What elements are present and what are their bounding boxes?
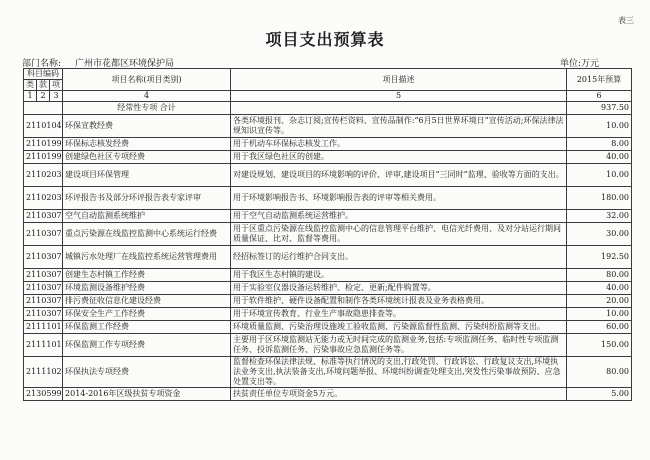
row-code: 2110307 [24, 282, 63, 295]
header-row-1 [24, 69, 632, 80]
row-description: 各类环境报刊、杂志订阅;宣传栏资料、宣传品制作:“6月5日世界环境日”宣传活动;环保法律法规知识宣传等。 [231, 115, 567, 138]
table-row [24, 138, 632, 151]
row-description: 用于我区生态村镇的建设。 [231, 269, 567, 282]
header-num-6: 6 [567, 91, 632, 102]
department-label: 部门名称: [22, 59, 62, 69]
row-amount: 10.00 [567, 164, 632, 187]
total-row [24, 102, 632, 115]
row-amount: 192.50 [567, 246, 632, 269]
total-code-cell [24, 102, 63, 115]
header-num-3: 3 [50, 91, 63, 102]
row-amount: 10.00 [567, 115, 632, 138]
budget-table [23, 68, 632, 401]
row-description: 用于区重点污染源在线监控监测中心的信息管理平台维护、电信光纤费用、及对分站运行期间质量保证、比对、监督等费用。 [231, 223, 567, 246]
row-code: 2111101 [24, 321, 63, 334]
row-description: 环境质量监测、污染治理设施竣工验收监测、污染源监督性监测、污染纠纷监测等支出。 [231, 321, 567, 334]
table-number-label: 表三 [618, 16, 634, 25]
header-num-1: 1 [24, 91, 37, 102]
table-row [24, 246, 632, 269]
department-value: 广州市花都区环境保护局 [75, 59, 175, 69]
row-description: 用于软件维护、硬件设备配置和制作各类环境统计报表及业务表格费用。 [231, 295, 567, 308]
total-amount: 937.50 [567, 102, 632, 115]
table-row [24, 151, 632, 164]
row-amount: 5.00 [567, 388, 632, 401]
row-description: 用于环境宣传教育、行业生产事故隐患排查等。 [231, 308, 567, 321]
page-title: 项目支出预算表 [265, 30, 385, 49]
row-amount: 8.00 [567, 138, 632, 151]
row-project-name: 排污费征收信息化建设经费 [63, 295, 231, 308]
header-num-2: 2 [37, 91, 50, 102]
row-amount: 40.00 [567, 151, 632, 164]
table-row [24, 115, 632, 138]
row-code: 2110307 [24, 295, 63, 308]
row-code: 2110199 [24, 151, 63, 164]
row-description: 用于环境影响报告书、环境影响报告表的评审等相关费用。 [231, 187, 567, 210]
row-amount: 180.00 [567, 187, 632, 210]
row-amount: 40.00 [567, 282, 632, 295]
row-description: 经招标签订的运行维护合同支出。 [231, 246, 567, 269]
row-code: 2111102 [24, 357, 63, 388]
row-description: 用于机动车环保标志核发工作。 [231, 138, 567, 151]
row-code: 2110307 [24, 269, 63, 282]
header-code-group: 科目编码 [24, 69, 63, 80]
row-project-name: 环境监测设备维护经费 [63, 282, 231, 295]
table-row [24, 295, 632, 308]
row-code: 2110203 [24, 187, 63, 210]
row-project-name: 创建生态村镇工作经费 [63, 269, 231, 282]
row-description: 对建设规划、建设项目的环境影响的评价、评审,建设项目“三同时”监理、验收等方面的支出。 [231, 164, 567, 187]
row-code: 2110104 [24, 115, 63, 138]
row-description: 监督检查环保法律法规、标准等执行情况的支出,行政处罚、行政诉讼、行政复议支出,环境执法业务支出,执法装备支出,环境问题举报、环境纠纷调查处理支出,突发性污染事故预防、应急处置支出等。 [231, 357, 567, 388]
header-num-4: 4 [63, 91, 231, 102]
row-amount: 32.00 [567, 210, 632, 223]
header-num-5: 5 [231, 91, 567, 102]
header-budget: 2015年预算 [567, 69, 632, 91]
row-description: 用于空气自动监测系统运营维护。 [231, 210, 567, 223]
row-project-name: 环保安全生产工作经费 [63, 308, 231, 321]
row-code: 2130599 [24, 388, 63, 401]
header-xiang: 项 [50, 80, 63, 91]
table-row [24, 164, 632, 187]
row-code: 2110307 [24, 210, 63, 223]
row-code: 2110307 [24, 223, 63, 246]
unit-label: 单位:万元 [560, 59, 600, 69]
header-lei: 类 [24, 80, 37, 91]
header-description: 项目描述 [231, 69, 567, 91]
row-amount: 60.00 [567, 321, 632, 334]
table-row [24, 308, 632, 321]
row-amount: 150.00 [567, 334, 632, 357]
header-project-name: 项目名称(项目类别) [63, 69, 231, 91]
row-amount: 80.00 [567, 269, 632, 282]
row-amount: 80.00 [567, 357, 632, 388]
total-label: 经常性专项 合计 [63, 102, 231, 115]
header-number-row [24, 91, 632, 102]
row-project-name: 建设项目环保管理 [63, 164, 231, 187]
row-description: 主要用于区环境监测站无能力或无时间完成的监测业务,包括:专项监测任务、临时性专项监测任务、投诉监测任务、污染事故应急监测任务等。 [231, 334, 567, 357]
row-project-name: 环保标志核发经费 [63, 138, 231, 151]
row-description: 扶贫责任单位专项资金5万元。 [231, 388, 567, 401]
row-code: 2110199 [24, 138, 63, 151]
row-code: 2110307 [24, 246, 63, 269]
row-project-name: 2014-2016年区级扶贫专项资金 [63, 388, 231, 401]
row-amount: 30.00 [567, 223, 632, 246]
table-row [24, 282, 632, 295]
row-code: 2111101 [24, 334, 63, 357]
row-amount: 10.00 [567, 308, 632, 321]
table-row [24, 223, 632, 246]
table-row [24, 357, 632, 388]
table-row [24, 321, 632, 334]
row-project-name: 环评报告书及部分环评报告表专家评审 [63, 187, 231, 210]
project-rows [24, 115, 632, 401]
row-project-name: 环保监测工作经费 [63, 321, 231, 334]
row-amount: 20.00 [567, 295, 632, 308]
table-row [24, 388, 632, 401]
row-project-name: 重点污染源在线监控监测中心系统运行经费 [63, 223, 231, 246]
row-description: 用于我区绿色社区的创建。 [231, 151, 567, 164]
row-project-name: 城镇污水处理厂在线监控系统运营管理费用 [63, 246, 231, 269]
row-project-name: 环保宣教经费 [63, 115, 231, 138]
row-project-name: 环保执法专项经费 [63, 357, 231, 388]
header-kuan: 款 [37, 80, 50, 91]
row-project-name: 创建绿色社区专项经费 [63, 151, 231, 164]
table-row [24, 269, 632, 282]
table-row [24, 334, 632, 357]
table-row [24, 210, 632, 223]
row-project-name: 环保监测工作专项经费 [63, 334, 231, 357]
total-desc-cell [231, 102, 567, 115]
row-code: 2110203 [24, 164, 63, 187]
row-code: 2110307 [24, 308, 63, 321]
row-description: 用于实验室仪器设备运转维护、检定、更新;配件购置等。 [231, 282, 567, 295]
row-project-name: 空气自动监测系统维护 [63, 210, 231, 223]
table-row [24, 187, 632, 210]
